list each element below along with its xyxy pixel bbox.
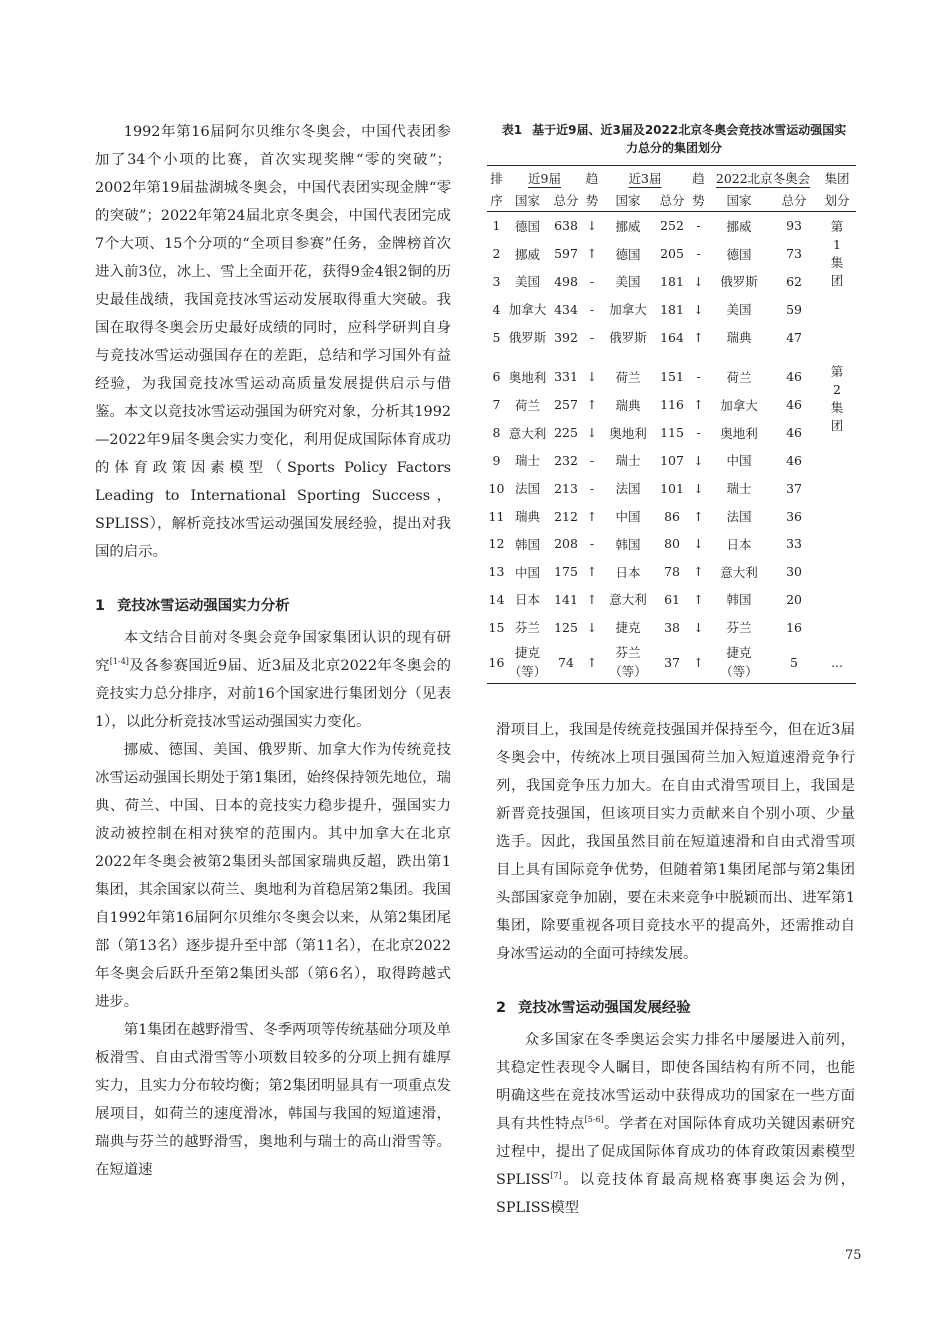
table-row xyxy=(487,391,856,419)
group-division-table xyxy=(487,165,856,684)
left-column xyxy=(95,118,451,1184)
table-cell-cb: 瑞典 xyxy=(726,330,752,346)
header-rank: 排 xyxy=(490,170,503,186)
table-cell-s3: 80 xyxy=(664,536,680,552)
table-cell-t2: - xyxy=(696,369,701,385)
table-cell-cb: 法国 xyxy=(726,509,752,525)
table-cell-t1: ↑ xyxy=(586,397,598,413)
group-label-char: 集 xyxy=(830,399,844,415)
header-score-3: 总分 xyxy=(659,193,685,208)
table-cell-rank: 10 xyxy=(488,480,505,496)
table-cell-t2: ↓ xyxy=(693,619,704,635)
table-cell-s9: 232 xyxy=(554,452,578,468)
table-cell-sb: 73 xyxy=(786,246,802,262)
table-cell-c3: 中国 xyxy=(615,509,641,525)
table-cell-s9: 257 xyxy=(554,397,578,413)
table-cell-s9: 74 xyxy=(558,654,574,670)
group-label-char: 第 xyxy=(830,363,844,379)
table-body xyxy=(487,212,856,684)
table-cell-s3: 252 xyxy=(660,218,684,234)
table-cell-s9: 213 xyxy=(554,480,578,496)
table-cell-s3: 37 xyxy=(664,654,680,670)
table-cell-c9: 美国 xyxy=(514,274,540,290)
table-cell-c9: 俄罗斯 xyxy=(508,330,547,346)
header-recent-9: 近9届 xyxy=(528,170,561,186)
table-cell-rank: 9 xyxy=(492,452,501,468)
table-cell-sb: 93 xyxy=(786,218,802,234)
table-cell-rank: 16 xyxy=(488,654,505,670)
header-trend-2-b: 势 xyxy=(692,193,705,208)
table-cell-sb: 33 xyxy=(786,536,802,552)
page-number: 75 xyxy=(845,1248,862,1263)
group-2-label xyxy=(818,351,856,502)
table-row xyxy=(487,474,856,502)
table-cell-cb: 挪威 xyxy=(726,218,752,234)
table-cell-line: 捷克 xyxy=(514,645,540,661)
table-cell-t2: ↓ xyxy=(693,273,704,289)
table-row xyxy=(487,586,856,614)
table-cell-t1: ↓ xyxy=(586,619,598,635)
table-cell-rank: 8 xyxy=(492,425,501,441)
table-cell-group: ... xyxy=(831,654,843,670)
table-cell-s3: 116 xyxy=(660,397,684,413)
table-title: 基于近9届、近3届及2022北京冬奥会竞技冰雪运动强国实力总分的集团划分 xyxy=(532,123,847,155)
table-cell-line: （等） xyxy=(720,664,758,680)
table-cell-c9: 瑞士 xyxy=(514,453,540,469)
group-1-label xyxy=(818,212,856,351)
header-recent-3: 近3届 xyxy=(628,170,662,186)
group-label-char: 2 xyxy=(833,381,841,397)
table-row xyxy=(487,613,856,641)
table-cell-sb: 46 xyxy=(786,452,802,468)
table-cell-rank: 2 xyxy=(492,246,501,262)
citation-5-6: [5-6] xyxy=(584,1115,604,1124)
table-header-row-2 xyxy=(487,189,856,212)
table-cell-sb: 59 xyxy=(786,301,802,317)
header-group: 集团 xyxy=(824,170,850,186)
table-cell-cb: 荷兰 xyxy=(726,369,752,385)
table-cell-c3: 瑞士 xyxy=(615,453,641,469)
header-country-9: 国家 xyxy=(514,193,540,208)
section-2-title: 竞技冰雪运动强国发展经验 xyxy=(518,1000,691,1016)
table-cell-s3: 115 xyxy=(660,425,684,441)
table-cell-cb: 韩国 xyxy=(726,592,752,608)
right-column xyxy=(496,716,855,1222)
header-beijing-2022: 2022北京冬奥会 xyxy=(715,170,811,186)
table-cell-cb: 意大利 xyxy=(720,564,758,580)
table-cell-s3: 101 xyxy=(660,480,684,496)
table-cell-rank: 6 xyxy=(492,369,501,385)
table-cell-cb_line1 xyxy=(708,641,770,684)
header-trend-1-b: 势 xyxy=(585,193,599,208)
table-cell-rank: 13 xyxy=(488,564,505,580)
table-cell-s9: 212 xyxy=(554,508,578,524)
table-cell-rank: 5 xyxy=(492,329,501,345)
table-cell-t2: ↓ xyxy=(693,301,704,317)
table-cell-c3: 俄罗斯 xyxy=(609,330,647,346)
table-cell-s3: 78 xyxy=(664,564,680,580)
table-cell-cb: 中国 xyxy=(726,453,752,469)
table-cell-line: 芬兰 xyxy=(615,645,641,661)
table-cell-cb: 奥地利 xyxy=(720,425,758,441)
table-cell-t1: ↑ xyxy=(586,654,598,670)
table-cell-cb: 俄罗斯 xyxy=(720,274,758,290)
table-row xyxy=(487,295,856,323)
table-cell-t2: ↓ xyxy=(693,480,704,496)
table-cell-cb: 德国 xyxy=(726,246,752,262)
section-1-number: 1 xyxy=(95,598,106,614)
table-cell-s9: 208 xyxy=(554,536,578,552)
citation-7: [7] xyxy=(550,1171,562,1180)
table-cell-sb: 46 xyxy=(786,397,802,413)
section-1-heading xyxy=(95,592,451,620)
citation-1-4: [1-4] xyxy=(109,657,129,666)
table-cell-c3_line1 xyxy=(601,641,655,684)
table-cell-s9: 141 xyxy=(554,591,578,607)
table-cell-sb: 16 xyxy=(786,619,802,635)
group-label-char: 1 xyxy=(833,237,841,252)
section-1-title: 竞技冰雪运动强国实力分析 xyxy=(117,598,290,614)
table-cell-rank: 12 xyxy=(488,536,505,552)
table-cell-rank: 14 xyxy=(488,591,505,607)
paragraph-experience-text-b: 。学者在对国际体育成功关键因素研究过程中，提出了促成国际体育成功的体育政策因素模型SPLISS xyxy=(496,1116,855,1188)
table-row xyxy=(487,268,856,296)
table-cell-rank: 4 xyxy=(492,301,501,317)
table-cell-c9: 韩国 xyxy=(514,536,540,552)
table-cell-rank: 11 xyxy=(488,508,505,524)
table-cell-c9: 日本 xyxy=(514,592,540,608)
table-cell-s3: 164 xyxy=(660,329,684,345)
table-cell-s3: 107 xyxy=(660,452,684,468)
table-cell-t1: ↑ xyxy=(586,564,598,580)
group-label-char: 团 xyxy=(830,417,844,433)
table-row xyxy=(487,641,856,684)
table-cell-sb: 20 xyxy=(786,591,802,607)
table-cell-c3: 挪威 xyxy=(615,218,641,234)
table-cell-t2: ↑ xyxy=(693,397,704,413)
table-cell-s3: 181 xyxy=(660,273,684,289)
table-cell-c9: 荷兰 xyxy=(514,397,540,413)
table-cell-sb: 37 xyxy=(786,480,802,496)
table-cell-c3: 捷克 xyxy=(615,620,641,636)
table-cell-c3: 法国 xyxy=(615,481,641,497)
group-empty-cell xyxy=(818,502,856,641)
table-row xyxy=(487,212,856,240)
table-cell-cb: 加拿大 xyxy=(720,397,758,413)
table-cell-s9: 331 xyxy=(554,369,578,385)
table-cell-c3: 德国 xyxy=(615,246,641,262)
table-cell-cb: 芬兰 xyxy=(726,620,752,636)
table-cell-c3: 美国 xyxy=(615,274,641,290)
table-cell-sb: 46 xyxy=(786,369,802,385)
table-cell-t1: - xyxy=(589,329,595,345)
header-score-2022: 总分 xyxy=(781,193,807,208)
table-cell-c3: 韩国 xyxy=(615,536,641,552)
paragraph-grouping xyxy=(95,624,451,736)
table-cell-t1: - xyxy=(589,273,595,289)
table-cell-sb: 36 xyxy=(786,508,802,524)
table-cell-c9_line1 xyxy=(506,641,549,684)
table-cell-rank: 7 xyxy=(492,397,501,413)
table-cell-c3: 瑞典 xyxy=(615,397,641,413)
table-cell-c9: 法国 xyxy=(514,481,540,497)
table-row xyxy=(487,351,856,391)
paragraph-experience-text-c: 。以竞技体育最高规格赛事奥运会为例，SPLISS模型 xyxy=(496,1172,855,1216)
paragraph-intro: 1992年第16届阿尔贝维尔冬奥会，中国代表团参加了34个小项的比赛，首次实现奖牌“零的突破”；2002年第19届盐湖城冬奥会，中国代表团实现金牌“零的突破”；2022年第24届北京冬奥会，中国代表团完成7个大项、15个分项的“全项目参赛”任务，金牌榜首次进入前3位，冰上、雪上全面开花，获得9金4银2铜的历史最佳战绩，我国竞技冰雪运动发展取得重大突破。我国在取得冬奥会历史最好成绩的同时，应科学研判自身与竞技冰雪运动强国存在的差距，总结和学习国外有益经验，为我国竞技冰雪运动高质量发展提供启示与借鉴。本文以竞技冰雪运动强国为研究对象，分析其1992—2022年9届冬奥会实力变化，利用促成国际体育成功的体育政策因素模型（Sports Policy Factors Leading to International Sporting Success，SPLISS），解析竞技冰雪运动强国发展经验，提出对我国的启示。 xyxy=(95,124,451,560)
header-rank-2: 序 xyxy=(490,193,503,208)
header-country-3: 国家 xyxy=(615,193,641,208)
table-cell-t2: - xyxy=(696,425,701,441)
table-cell-rank: 3 xyxy=(492,273,501,289)
table-cell-c9: 瑞典 xyxy=(514,509,540,525)
group-label-char: 集 xyxy=(830,255,844,270)
table-cell-s9: 175 xyxy=(554,564,578,580)
table-cell-t1: - xyxy=(589,452,595,468)
table-cell-t2: ↑ xyxy=(693,564,704,580)
table-caption xyxy=(500,121,848,157)
table-cell-c3: 荷兰 xyxy=(615,369,641,385)
group-label-char: 第 xyxy=(830,219,844,234)
table-cell-rank: 1 xyxy=(492,218,501,234)
table-cell-c9: 中国 xyxy=(514,564,540,580)
table-cell-cb: 美国 xyxy=(726,302,752,318)
table-cell-s3: 181 xyxy=(660,301,684,317)
table-cell-sb: 5 xyxy=(790,654,798,670)
table-cell-t2: ↑ xyxy=(693,508,704,524)
table-cell-t1: ↑ xyxy=(586,591,598,607)
paragraph-experience-text-a: 众多国家在冬季奥运会实力排名中屡屡进入前列，其稳定性表现令人瞩目，即使各国结构有所不同，也能明确这些在竞技冰雪运动中获得成功的国家在一些方面具有共性特点 xyxy=(496,1032,855,1132)
table-cell-line: （等） xyxy=(508,664,547,680)
table-header-row-1 xyxy=(487,166,856,190)
table-cell-s9: 597 xyxy=(554,246,578,262)
paragraph-short-track: 滑项目上，我国是传统竞技强国并保持至今，但在近3届冬奥会中，传统冰上项目强国荷兰加入短道速滑竞争行列，我国竞争压力加大。在自由式滑雪项目上，我国是新晋竞技强国，但该项目实力贡献来自个别小项、少量选手。因此，我国虽然目前在短道速滑和自由式滑雪项目上具有国际竞争优势，但随着第1集团尾部与第2集团头部国家竞争加剧，要在未来竞争中脱颖而出、进军第1集团，除要重视各项目竞技水平的提高外，还需推动自身冰雪运动的全面可持续发展。 xyxy=(496,722,855,962)
table-cell-s9: 434 xyxy=(554,301,578,317)
table-cell-t2: ↓ xyxy=(693,536,704,552)
table-cell-sb: 62 xyxy=(786,273,802,289)
table-cell-s3: 151 xyxy=(660,369,684,385)
table-cell-c3: 日本 xyxy=(615,564,641,580)
paragraph-events-analysis: 第1集团在越野滑雪、冬季两项等传统基础分项及单板滑雪、自由式滑雪等小项数目较多的分项上拥有雄厚实力，且实力分布较均衡；第2集团明显具有一项重点发展项目，如荷兰的速度滑冰，韩国与我国的短道速滑，瑞典与芬兰的越野滑雪，奥地利与瑞士的高山滑雪等。在短道速 xyxy=(95,1022,451,1178)
table-cell-t1: - xyxy=(589,480,595,496)
table-cell-line: （等） xyxy=(609,664,647,680)
paragraph-group-analysis: 挪威、德国、美国、俄罗斯、加拿大作为传统竞技冰雪运动强国长期处于第1集团，始终保持领先地位，瑞典、荷兰、中国、日本的竞技实力稳步提升，强国实力波动被控制在相对狭窄的范围内。其中加拿大在北京2022年冬奥会被第2集团头部国家瑞典反超，跌出第1集团，其余国家以荷兰、奥地利为首稳居第2集团。我国自1992年第16届阿尔贝维尔冬奥会以来，从第2集团尾部（第13名）逐步提升至中部（第11名），在北京2022年冬奥会后跃升至第2集团头部（第6名），取得跨越式进步。 xyxy=(95,742,451,1010)
table-cell-c9: 奥地利 xyxy=(508,369,547,385)
table-cell-t2: - xyxy=(696,246,701,262)
table-row xyxy=(487,502,856,530)
table-cell-sb: 46 xyxy=(786,425,802,441)
table-cell-t1: - xyxy=(589,536,595,552)
table-row xyxy=(487,419,856,447)
header-country-2022: 国家 xyxy=(726,193,752,208)
table-cell-t1: ↓ xyxy=(586,425,598,441)
table-cell-t1: ↓ xyxy=(586,218,598,234)
table-cell-t1: ↑ xyxy=(586,246,598,262)
section-2-heading xyxy=(496,994,855,1022)
table-cell-s9: 125 xyxy=(554,619,578,635)
table-cell-rank: 15 xyxy=(488,619,505,635)
table-cell-s9: 225 xyxy=(554,425,578,441)
section-2-number: 2 xyxy=(496,1000,507,1016)
table-cell-line: 捷克 xyxy=(726,645,752,661)
header-trend-1: 趋 xyxy=(585,170,599,186)
header-score-9: 总分 xyxy=(553,193,579,208)
table-cell-t2: ↓ xyxy=(693,452,704,468)
table-cell-s3: 205 xyxy=(660,246,684,262)
table-cell-t2: ↑ xyxy=(693,591,704,607)
table-cell-c3: 加拿大 xyxy=(609,302,647,318)
table-cell-t2: ↑ xyxy=(693,329,704,345)
paragraph-grouping-text-b: 及各参赛国近9届、近3届及北京2022年冬奥会的竞技实力总分排序，对前16个国家进行集团划分（见表1），以此分析竞技冰雪运动强国实力变化。 xyxy=(95,658,451,730)
paragraph-grouping-text-a: 本文结合目前对冬奥会竞争国家集团认识的现有研究 xyxy=(95,630,451,674)
table-cell-s3: 61 xyxy=(664,591,680,607)
table-cell-s9: 498 xyxy=(554,273,578,289)
table-cell-c9: 德国 xyxy=(514,218,540,234)
table-cell-t1: ↑ xyxy=(586,508,598,524)
table-cell-c9: 加拿大 xyxy=(508,302,547,318)
header-group-2: 划分 xyxy=(824,193,850,208)
table-cell-t2: ↑ xyxy=(693,654,704,670)
table-cell-c9: 芬兰 xyxy=(514,620,540,636)
paragraph-experience xyxy=(496,1026,855,1222)
table-cell-cb: 日本 xyxy=(726,536,752,552)
table-cell-t1: ↓ xyxy=(586,369,598,385)
table-row xyxy=(487,323,856,351)
table-number: 表1 xyxy=(501,123,523,137)
table-cell-c9: 挪威 xyxy=(514,246,540,262)
table-cell-s3: 38 xyxy=(664,619,680,635)
table-row xyxy=(487,558,856,586)
table-cell-t2: - xyxy=(696,218,701,234)
table-cell-sb: 47 xyxy=(786,329,802,345)
table-row xyxy=(487,240,856,268)
table-cell-t1: - xyxy=(589,301,595,317)
table-cell-s3: 86 xyxy=(664,508,680,524)
header-trend-2: 趋 xyxy=(692,170,705,186)
table-row xyxy=(487,530,856,558)
table-cell-cb: 瑞士 xyxy=(726,481,752,497)
table-cell-s9: 392 xyxy=(554,329,578,345)
group-label-char: 团 xyxy=(830,273,844,288)
table-row xyxy=(487,447,856,475)
table-cell-s9: 638 xyxy=(554,218,578,234)
table-cell-c3: 意大利 xyxy=(609,592,647,608)
table-cell-c9: 意大利 xyxy=(508,425,547,441)
table-cell-c3: 奥地利 xyxy=(609,425,647,441)
table-cell-sb: 30 xyxy=(786,564,802,580)
